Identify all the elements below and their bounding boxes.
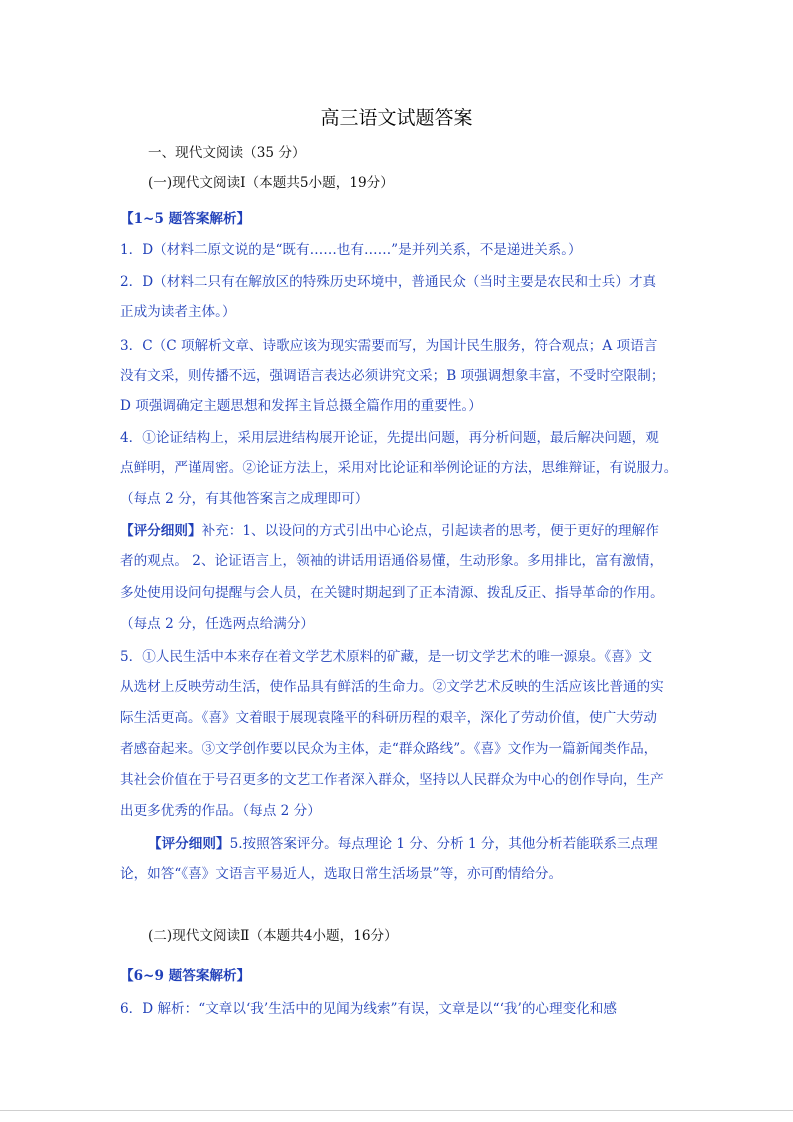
rubric-line: 者的观点。 2、论证语言上，领袖的讲话用语通俗易懂，生动形象。多用排比，富有激情， (120, 553, 664, 569)
answer-line: 5．①人民生活中本来存在着文学艺术原料的矿藏，是一切文学艺术的唯一源泉。《喜》文 (120, 649, 653, 665)
analysis-label-6-9: 【6~9 题答案解析】 (120, 968, 251, 984)
answer-line: 3．C（C 项解析文章、诗歌应该为现实需要而写，为国计民生服务，符合观点；A 项语言 (120, 338, 658, 354)
answer-line: 点鲜明，严谨周密。②论证方法上，采用对比论证和举例论证的方法，思维辩证，有说服力。 (120, 460, 678, 476)
rubric-tag: 【评分细则】 (148, 836, 230, 852)
answer-line: 6．D 解析：“文章以‘我’生活中的见闻为线索”有误，文章是以“‘我’的心理变化和感 (120, 1001, 617, 1017)
answer-line: 没有文采，则传播不远，强调语言表达必须讲究文采；B 项强调想象丰富，不受时空限制； (120, 368, 665, 384)
section-heading: 一、现代文阅读（35 分） (148, 145, 306, 161)
analysis-label-1-5: 【1~5 题答案解析】 (120, 211, 251, 227)
answer-line: 1．D（材料二原文说的是“既有……也有……”是并列关系，不是递进关系。） (120, 242, 582, 258)
answer-line: 者感奋起来。③文学创作要以民众为主体，走“群众路线”。《喜》文作为一篇新闻类作品， (120, 741, 658, 757)
page-title: 高三语文试题答案 (320, 107, 473, 129)
page-edge-divider (0, 1110, 793, 1111)
rubric-block-4 (120, 521, 680, 541)
subsection-heading-1: (一)现代文阅读Ⅰ（本题共5小题，19分） (148, 175, 394, 191)
answer-line: 从选材上反映劳动生活，使作品具有鲜活的生命力。②文学艺术反映的生活应该比普通的实 (120, 679, 664, 695)
rubric-line: 论，如答“《喜》文语言平易近人，选取日常生活场景”等，亦可酌情给分。 (120, 866, 563, 882)
answer-line: 出更多优秀的作品。（每点 2 分） (120, 803, 321, 819)
rubric-line: 补充：1、以设问的方式引出中心论点，引起读者的思考，便于更好的理解作 (201, 523, 659, 539)
rubric-line: 多处使用设问句提醒与会人员，在关键时期起到了正本清源、拨乱反正、指导革命的作用。 (120, 585, 664, 601)
answer-line: （每点 2 分，有其他答案言之成理即可） (120, 491, 369, 507)
rubric-block-5 (148, 834, 680, 854)
answer-line: 4．①论证结构上，采用层进结构展开论证，先提出问题，再分析问题，最后解决问题，观 (120, 430, 659, 446)
answer-line: D 项强调确定主题思想和发挥主旨总摄全篇作用的重要性。） (120, 398, 482, 414)
rubric-line: 5.按照答案评分。每点理论 1 分、分析 1 分，其他分析若能联系三点理 (229, 836, 658, 852)
answer-line: 2．D（材料二只有在解放区的特殊历史环境中，普通民众（当时主要是农民和士兵）才真 (120, 274, 657, 290)
rubric-line: （每点 2 分，任选两点给满分） (120, 616, 315, 632)
answer-line: 际生活更高。《喜》文着眼于展现袁隆平的科研历程的艰辛，深化了劳动价值，使广大劳动 (120, 710, 657, 726)
answer-line: 正成为读者主体。） (120, 304, 236, 320)
subsection-heading-2: (二)现代文阅读Ⅱ（本题共4小题，16分） (148, 928, 398, 944)
answer-line: 其社会价值在于号召更多的文艺工作者深入群众，坚持以人民群众为中心的创作导向，生产 (120, 772, 664, 788)
rubric-tag: 【评分细则】 (120, 523, 202, 539)
